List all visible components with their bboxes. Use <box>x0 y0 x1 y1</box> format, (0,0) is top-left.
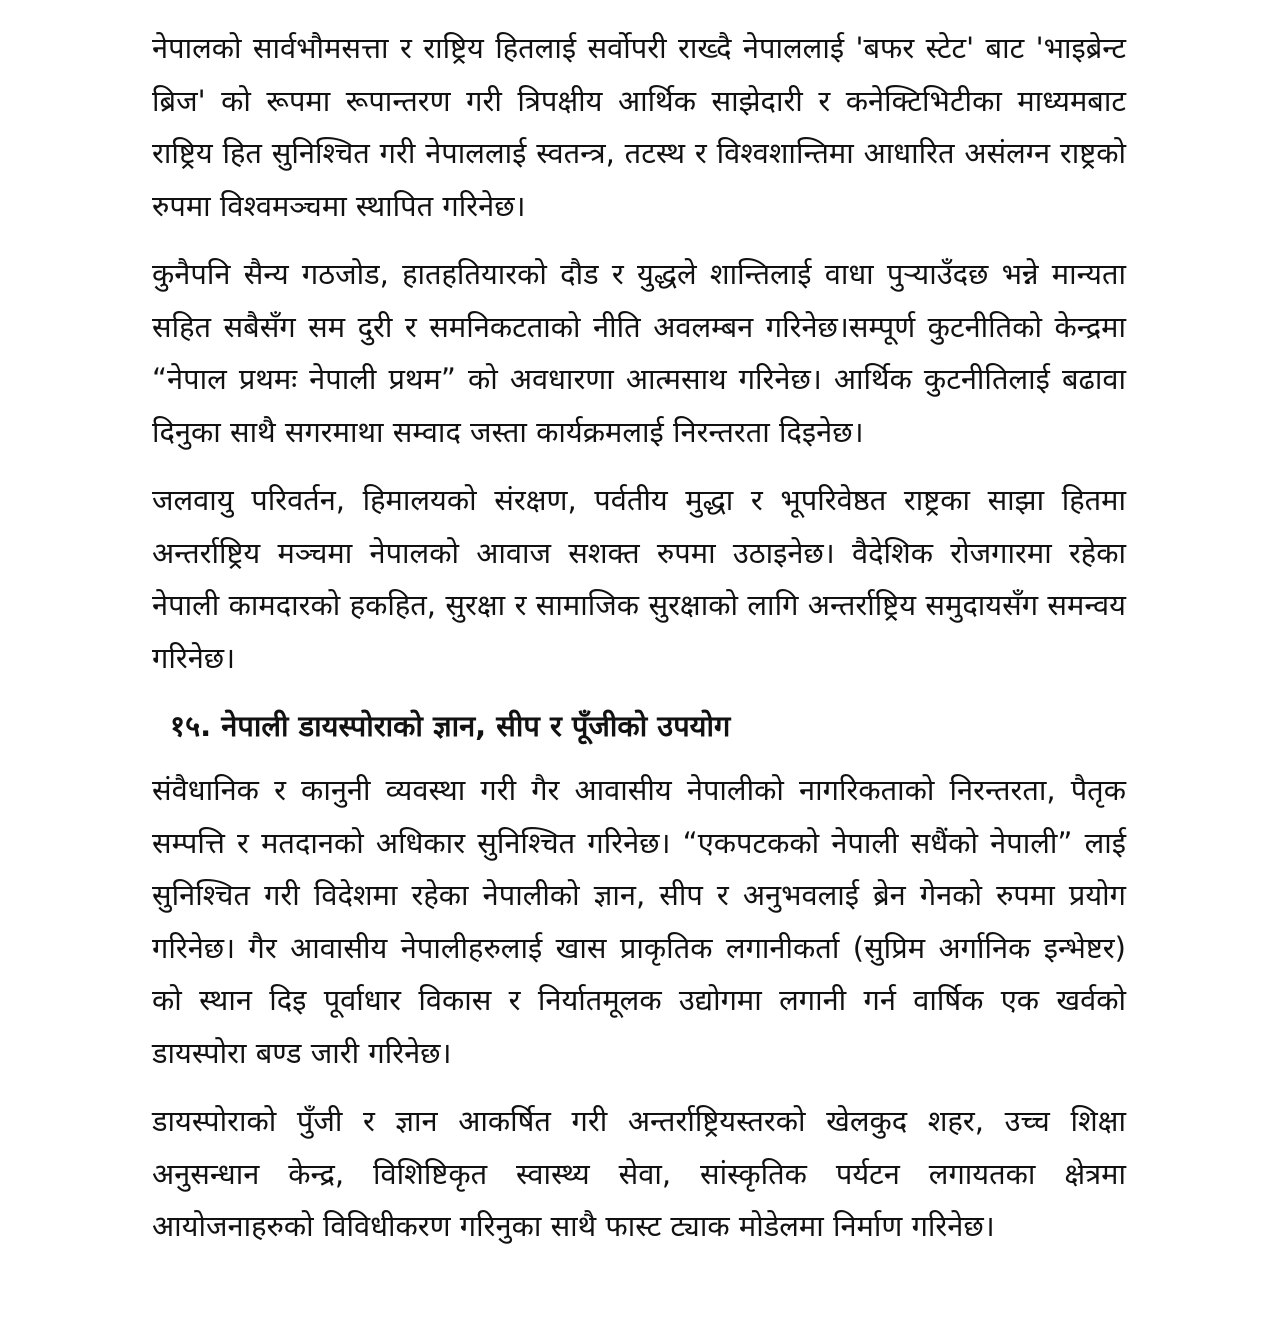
paragraph-climate-labour: जलवायु परिवर्तन, हिमालयको संरक्षण, पर्वतीय मुद्धा र भूपरिवेष्ठत राष्ट्रका साझा हितमा अन्तर्राष्ट्रिय मञ्चमा नेपालको आवाज सशक्त रुपमा उठाइनेछ। वैदेशिक रोजगारमा रहेका नेपाली कामदारको हकहित, सुरक्षा र सामाजिक सुरक्षाको लागि अन्तर्राष्ट्रिय समुदायसँग समन्वय गरिनेछ। <box>152 483 1126 675</box>
section-heading: १५. नेपाली डायस्पोराको ज्ञान, सीप र पूँजीको उपयोग <box>170 709 731 743</box>
paragraph-diaspora-rights: संवैधानिक र कानुनी व्यवस्था गरी गैर आवासीय नेपालीको नागरिकताको निरन्तरता, पैतृक सम्पत्ति र मतदानको अधिकार सुनिश्चित गरिनेछ। “एकपटकको नेपाली सधैंको नेपाली” लाई सुनिश्चित गरी विदेशमा रहेका नेपालीको ज्ञान, सीप र अनुभवलाई ब्रेन गेनको रुपमा प्रयोग गरिनेछ। गैर आवासीय नेपालीहरुलाई खास प्राकृतिक लगानीकर्ता (सुप्रिम अर्गानिक इन्भेष्टर) को स्थान दिइ पूर्वाधार विकास र निर्यातमूलक उद्योगमा लगानी गर्न वार्षिक एक खर्वको डायस्पोरा बण्ड जारी गरिनेछ। <box>152 773 1126 1070</box>
paragraph-sovereignty: नेपालको सार्वभौमसत्ता र राष्ट्रिय हितलाई सर्वोपरी राख्दै नेपाललाई 'बफर स्टेट' बाट 'भाइब्रेन्ट ब्रिज' को रूपमा रूपान्तरण गरी त्रिपक्षीय आर्थिक साझेदारी र कनेक्टिभिटीका माध्यमबाट राष्ट्रिय हित सुनिश्चित गरी नेपाललाई स्वतन्त्र, तटस्थ र विश्वशान्तिमा आधारित असंलग्न राष्ट्रको रुपमा विश्वमञ्चमा स्थापित गरिनेछ। <box>152 31 1126 223</box>
document-page <box>152 22 1126 1269</box>
paragraph-diaspora-investment: डायस्पोराको पुँजी र ज्ञान आकर्षित गरी अन्तर्राष्ट्रियस्तरको खेलकुद शहर, उच्च शिक्षा अनुसन्धान केन्द्र, विशिष्टिकृत स्वास्थ्य सेवा, सांस्कृतिक पर्यटन लगायतका क्षेत्रमा आयोजनाहरुको विविधीकरण गरिनुका साथै फास्ट ट्याक मोडेलमा निर्माण गरिनेछ। <box>152 1104 1126 1243</box>
paragraph-non-alignment: कुनैपनि सैन्य गठजोड, हातहतियारको दौड र युद्धले शान्तिलाई वाधा पुऱ्याउँदछ भन्ने मान्यता सहित सबैसँग सम दुरी र समनिकटताको नीति अवलम्बन गरिनेछ।सम्पूर्ण कुटनीतिको केन्द्रमा “नेपाल प्रथमः नेपाली प्रथम” को अवधारणा आत्मसाथ गरिनेछ। आर्थिक कुटनीतिलाई बढावा दिनुका साथै सगरमाथा सम्वाद जस्ता कार्यक्रमलाई निरन्तरता दिइनेछ। <box>152 257 1126 449</box>
